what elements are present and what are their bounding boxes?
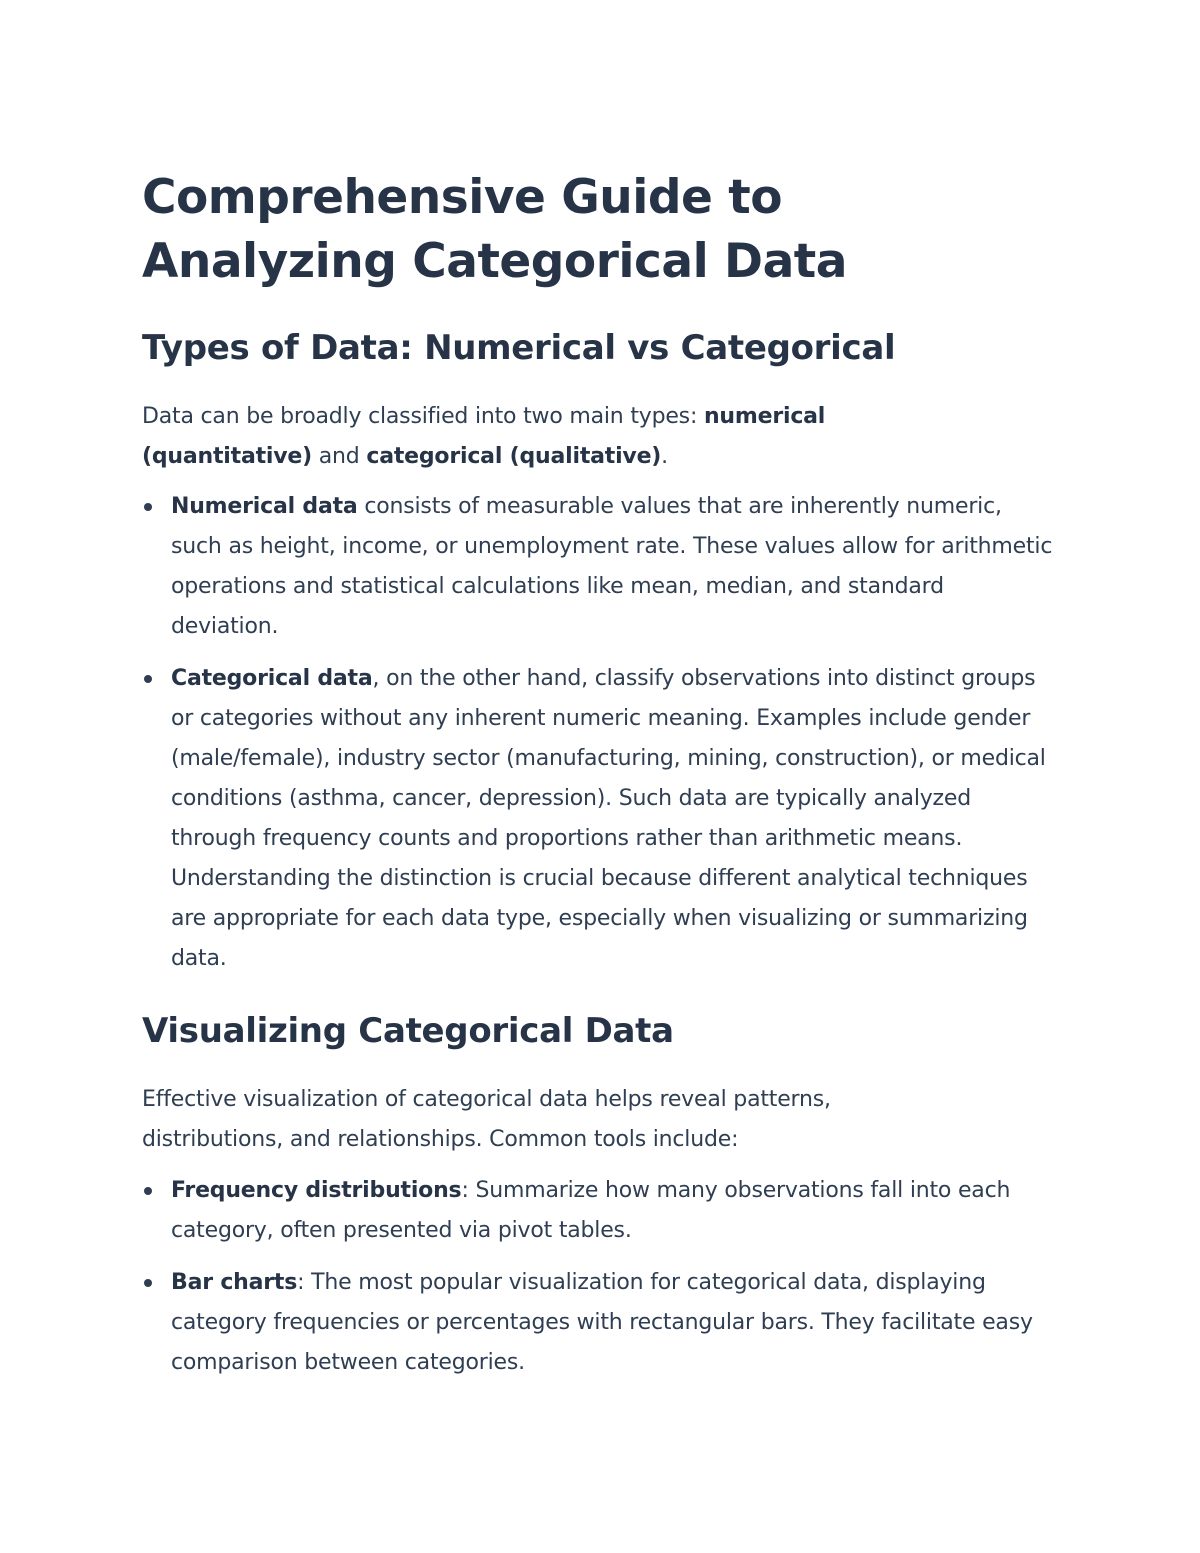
list-item-text: consists of measurable values that are inherently numeric, such as height, income, or unemployment rate. These values allow for arithmetic operations and statistical calculations like mean, median, and standard deviation.	[171, 494, 1053, 639]
intro-text-mid: and	[311, 444, 367, 469]
intro-text-end: .	[661, 444, 668, 469]
list-item-bold: Frequency distributions	[171, 1178, 462, 1203]
bullet-icon	[144, 675, 152, 683]
list-item-bold: Numerical data	[171, 494, 358, 519]
list-item-categorical-data	[142, 659, 1056, 979]
list-item-bar-charts	[142, 1263, 1056, 1383]
document-title: Comprehensive Guide to Analyzing Categorical Data	[142, 170, 847, 289]
list-item-bold: Bar charts	[171, 1270, 298, 1295]
intro-bold-numerical: numerical (quantitative)	[142, 404, 826, 469]
bullet-icon	[144, 1187, 152, 1195]
list-item-text: , on the other hand, classify observations into distinct groups or categories without any inherent numeric meaning. Examples include gender (male/female), industry sector (manufacturing, mining, construction), or medical conditions (asthma, cancer, depression). Such data are typically analyzed through frequency counts and proportions rather than arithmetic means.	[171, 666, 1046, 851]
visualization-tools-list	[142, 1171, 1062, 1383]
bullet-icon	[144, 503, 152, 511]
document-page	[142, 166, 1062, 1395]
intro-text-before: Data can be broadly classified into two main types:	[142, 404, 704, 429]
section-heading-visualizing: Visualizing Categorical Data	[142, 1011, 674, 1051]
list-item-bold: Categorical data	[171, 666, 373, 691]
section-heading-types-of-data: Types of Data: Numerical vs Categorical	[142, 328, 896, 368]
data-types-list	[142, 487, 1062, 979]
list-item-frequency-distributions	[142, 1171, 1056, 1251]
list-item-text: : Summarize how many observations fall into each category, often presented via pivot tables.	[171, 1178, 1011, 1243]
section2-intro: Effective visualization of categorical data helps reveal patterns, distributions, and relationships. Common tools include:	[142, 1087, 831, 1152]
section1-intro	[142, 397, 922, 477]
intro-bold-categorical: categorical (qualitative)	[366, 444, 662, 469]
list-item-text: : The most popular visualization for categorical data, displaying category frequencies or percentages with rectangular bars. They facilitate easy comparison between categories.	[171, 1270, 1033, 1375]
list-item-numerical-data	[142, 487, 1056, 647]
list-item-continuation: Understanding the distinction is crucial because different analytical techniques are appropriate for each data type, especially when visualizing or summarizing data.	[171, 866, 1028, 971]
bullet-icon	[144, 1279, 152, 1287]
